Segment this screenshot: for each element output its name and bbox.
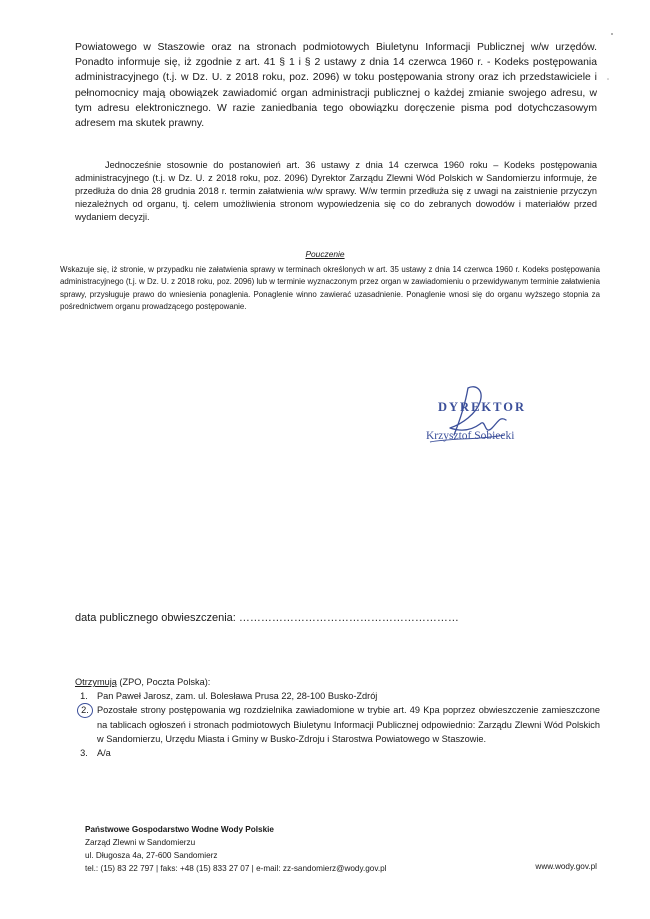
footer-address: ul. Długosza 4a, 27-600 Sandomierz: [85, 851, 218, 860]
list-item-text: Pan Paweł Jarosz, zam. ul. Bolesława Prusa 22, 28-100 Busko-Zdrój: [97, 691, 378, 702]
recipients-heading-delivery: (ZPO, Poczta Polska):: [116, 677, 211, 687]
paragraph-deadline-extension: Jednocześnie stosownie do postanowień art. 36 ustawy z dnia 14 czerwca 1960 roku – Kodeks postępowania administracyjnego (t.j. w Dz. U. z 2018 roku, poz. 2096) Dyrektor Zarządu Zlewni Wód Polskich w Sandomierzu informuje, że przedłuża do dnia 28 grudnia 2018 r. termin załatwienia w/w sprawy. W/w termin przedłuża się z uwagi na zaistnienie przyczyn niezależnych od organu, tj. celem umożliwienia stronom wypowiedzenia się co do zebranych dowodów i materiałów przed wydaniem decyzji.: [75, 160, 597, 222]
paragraph-address-notice: Powiatowego w Staszowie oraz na stronach podmiotowych Biuletynu Informacji Publicznej w/w urzędów. Ponadto informuje się, iż zgodnie z art. 41 § 1 i § 2 ustawy z dnia 14 czerwca 1960 r. - Kodeks postępowania administracyjnego (t.j. w Dz. U. z 2018 roku, poz. 2096) w toku postępowania strony oraz ich przedstawiciele i pełnomocnicy mają obowiązek zawiadomić organ administracji publicznej o każdej zmianie swojego adresu, w tym adresu elektronicznego. W razie zaniedbania tego obowiązku doręczenie pisma pod dotychczasowym adresem ma skutek prawny.: [75, 42, 597, 130]
list-item: [75, 746, 600, 760]
list-item-number: 2.: [77, 703, 93, 718]
handwritten-signature-icon: [410, 380, 560, 455]
list-item: [75, 703, 600, 746]
recipients-heading-label: Otrzymują: [75, 677, 117, 687]
list-item-text: Pozostałe strony postępowania wg rozdzielnika zawiadomione w trybie art. 49 Kpa poprzez obwieszczenie zamieszczone na tablicach ogłoszeń i stronach podmiotowych Biuletynu Informacji Publicznej odpowiednio: Zarządu Zlewni Wód Polskich w Sandomierzu, Urzędu Miasta i Gminy w Busko-Zdroju i Starostwa Powiatowego w Staszowie.: [97, 705, 600, 744]
footer-unit: Zarząd Zlewni w Sandomierzu: [85, 838, 196, 847]
footer-organization: [85, 823, 386, 875]
recipients-heading: [75, 675, 600, 689]
recipients-list: [75, 675, 600, 760]
list-item-number: 1.: [80, 691, 88, 702]
list-item: [75, 689, 600, 703]
footer-contact: tel.: (15) 83 22 797 | faks: +48 (15) 833 27 07 | e-mail: zz-sandomierz@wody.gov.pl: [85, 864, 387, 873]
publication-date-line: data publicznego obwieszczenia: ……………………………………………………: [75, 612, 459, 624]
pouczenie-text: Wskazuje się, iż stronie, w przypadku nie załatwienia sprawy w terminach określonych w art. 35 ustawy z dnia 14 czerwca 1960 r. Kodeks postępowania administracyjnego (t.j. w Dz. U. z 2018 roku, poz. 2096) lub w terminie wyznaczonym przez organ w zawiadomieniu o przewidywanym terminie załatwienia sprawy, przysługuje prawo do wniesienia ponaglenia. Ponaglenie winno zawierać uzasadnienie. Ponaglenie wnosi się do organu wyższego stopnia za pośrednictwem organu prowadzącego postępowanie.: [60, 265, 600, 312]
list-item-number: 3.: [80, 748, 88, 759]
signature-title: DYREKTOR: [438, 400, 527, 414]
signature-name: Krzysztof Sobiecki: [426, 430, 515, 442]
list-item-text: A/a: [97, 748, 111, 759]
recipients-items: [75, 689, 600, 760]
pouczenie-heading: Pouczenie: [305, 249, 345, 259]
footer-org-name: Państwowe Gospodarstwo Wodne Wody Polskie: [85, 825, 274, 834]
footer-website: www.wody.gov.pl: [535, 862, 597, 871]
